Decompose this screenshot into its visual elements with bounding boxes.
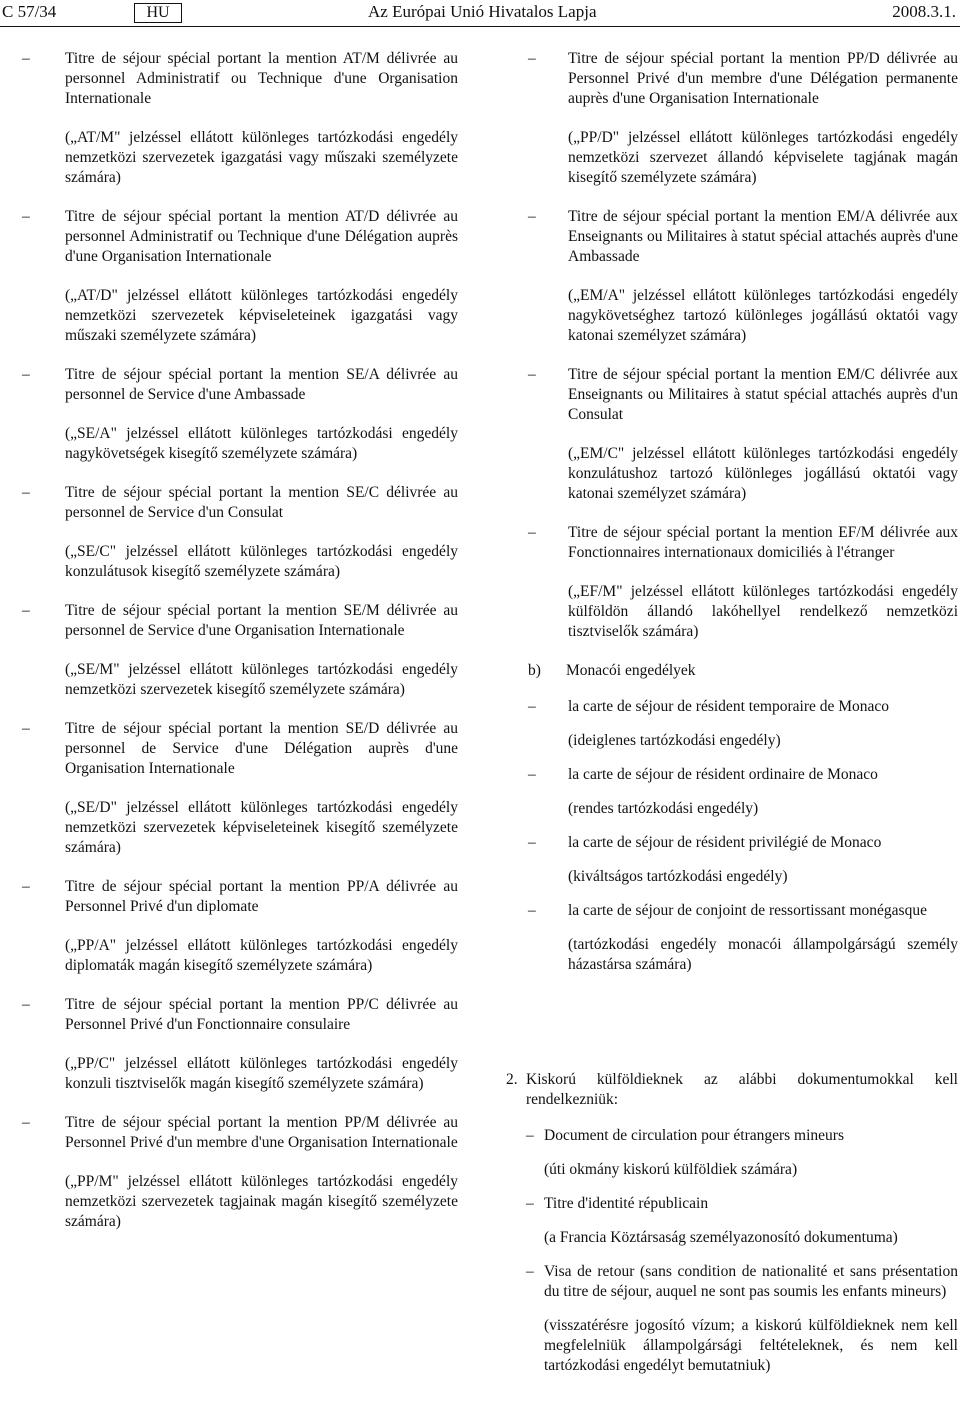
list-item: – Titre de séjour spécial portant la mention PP/A délivrée au Personnel Privé d'un diplomate bbox=[22, 878, 458, 915]
monaco-list bbox=[528, 697, 958, 975]
section-title: Monacói engedélyek bbox=[566, 662, 696, 679]
hungarian-note: (ideiglenes tartózkodási engedély) bbox=[568, 732, 781, 749]
hungarian-note: („PP/A" jelzéssel ellátott különleges tartózkodási engedély diplomaták magán kisegítő személyzete számára) bbox=[65, 937, 458, 974]
header-rule bbox=[0, 26, 960, 27]
list-item: – la carte de séjour de conjoint de ressortissant monégasque bbox=[528, 902, 927, 919]
hungarian-note: („SE/A" jelzéssel ellátott különleges tartózkodási engedély nagykövetségek kisegítő személyzete számára) bbox=[65, 425, 458, 462]
hungarian-note: („PP/D" jelzéssel ellátott különleges tartózkodási engedély nemzetközi szervezet állandó képviselete tagjának magán kisegítő személyzete számára) bbox=[568, 129, 958, 186]
left-column bbox=[22, 49, 458, 1251]
list-item: – Titre de séjour spécial portant la mention PP/C délivrée au Personnel Privé d'un Fonctionnaire consulaire bbox=[22, 996, 458, 1033]
hungarian-note: („AT/M" jelzéssel ellátott különleges tartózkodási engedély nemzetközi szervezetek igazgatási vagy műszaki személyzete számára) bbox=[65, 129, 458, 186]
list-item: – Document de circulation pour étrangers mineurs bbox=[526, 1127, 844, 1144]
list-item: – la carte de séjour de résident ordinaire de Monaco bbox=[528, 766, 878, 783]
hungarian-note: (rendes tartózkodási engedély) bbox=[568, 800, 759, 817]
hungarian-note: (kiváltságos tartózkodási engedély) bbox=[568, 868, 788, 885]
hungarian-note: (úti okmány kiskorú külföldiek számára) bbox=[544, 1161, 798, 1178]
list-item: – Titre de séjour spécial portant la mention SE/C délivrée au personnel de Service d'un Consulat bbox=[22, 484, 458, 521]
hungarian-note: („PP/M" jelzéssel ellátott különleges tartózkodási engedély nemzetközi szervezetek tagjainak magán kisegítő személyzete számára) bbox=[65, 1173, 458, 1230]
list-item: – Titre de séjour spécial portant la mention EM/C délivrée aux Enseignants ou Militaires à statut spécial attachés auprès d'un Consulat bbox=[528, 366, 958, 423]
right-column bbox=[528, 49, 958, 989]
list-item: – Titre de séjour spécial portant la mention EM/A délivrée aux Enseignants ou Militaires à statut spécial attachés auprès d'une Ambassade bbox=[528, 208, 958, 265]
list-item: – Titre d'identité républicain bbox=[526, 1195, 709, 1212]
monaco-section-heading bbox=[528, 661, 958, 681]
issue-date: 2008.3.1. bbox=[892, 2, 956, 21]
hungarian-note: (tartózkodási engedély monacói állampolgárságú személy házastársa számára) bbox=[568, 936, 958, 973]
list-item: – Visa de retour (sans condition de nationalité et sans présentation du titre de séjour, auquel ne sont pas soumis les enfants mineurs) bbox=[526, 1263, 958, 1300]
list-item: – Titre de séjour spécial portant la mention AT/D délivrée au personnel Administratif ou Technique d'une Délégation auprès d'une Organisation Internationale bbox=[22, 208, 458, 265]
point-text: Kiskorú külföldieknek az alábbi dokumentumokkal kell rendelkezniük: bbox=[526, 1071, 958, 1108]
list-item: – Titre de séjour spécial portant la mention SE/D délivrée au personnel de Service d'une Délégation auprès d'une Organisation Internationale bbox=[22, 720, 458, 777]
hungarian-note: („SE/M" jelzéssel ellátott különleges tartózkodási engedély nemzetközi szervezetek kisegítő személyzete számára) bbox=[65, 661, 458, 698]
page-number: C 57/34 bbox=[2, 2, 57, 21]
list-item: – Titre de séjour spécial portant la mention AT/M délivrée au personnel Administratif ou Technique d'une Organisation Internationale bbox=[22, 50, 458, 107]
hungarian-note: („EF/M" jelzéssel ellátott különleges tartózkodási engedély külföldön állandó lakóhellyel rendelkező nemzetközi tisztviselők számára) bbox=[568, 583, 958, 640]
list-item: – Titre de séjour spécial portant la mention SE/M délivrée au personnel de Service d'une Organisation Internationale bbox=[22, 602, 458, 639]
list-item: – la carte de séjour de résident privilégié de Monaco bbox=[528, 834, 882, 851]
point-2-heading bbox=[506, 1070, 958, 1110]
journal-title: Az Európai Unió Hivatalos Lapja bbox=[368, 2, 597, 21]
hungarian-note: („SE/C" jelzéssel ellátott különleges tartózkodási engedély konzulátusok kisegítő személyzete számára) bbox=[65, 543, 458, 580]
list-item: – Titre de séjour spécial portant la mention SE/A délivrée au personnel de Service d'une Ambassade bbox=[22, 366, 458, 403]
hungarian-note: (visszatérésre jogosító vízum; a kiskorú külföldieknek nem kell megfelelniük állampolgársági feltételeknek, és nem kell tartózkodási engedélyt bemutatniuk) bbox=[544, 1317, 958, 1374]
hungarian-note: („AT/D" jelzéssel ellátott különleges tartózkodási engedély nemzetközi szervezetek képviseleteinek igazgatási vagy műszaki személyzete számára) bbox=[65, 287, 458, 344]
point-2-section bbox=[506, 1070, 958, 1390]
list-item: – Titre de séjour spécial portant la mention PP/D délivrée au Personnel Privé d'un membre d'une Délégation permanente auprès d'une Organisation Internationale bbox=[528, 50, 958, 107]
point-number: 2. bbox=[506, 1071, 518, 1088]
hungarian-note: (a Francia Köztársaság személyazonosító dokumentuma) bbox=[544, 1229, 898, 1246]
language-badge: HU bbox=[134, 3, 182, 23]
page-header bbox=[0, 0, 960, 26]
list-item: – Titre de séjour spécial portant la mention PP/M délivrée au Personnel Privé d'un membre d'une Organisation Internationale bbox=[22, 1114, 458, 1151]
hungarian-note: („EM/A" jelzéssel ellátott különleges tartózkodási engedély nagykövetséghez tartozó különleges jogállású oktatói vagy katonai személyzet számára) bbox=[568, 287, 958, 344]
hungarian-note: („EM/C" jelzéssel ellátott különleges tartózkodási engedély konzulátushoz tartozó különleges jogállású oktatói vagy katonai személyzet számára) bbox=[568, 445, 958, 502]
list-item: – la carte de séjour de résident temporaire de Monaco bbox=[528, 698, 890, 715]
section-label: b) bbox=[528, 662, 541, 679]
hungarian-note: („PP/C" jelzéssel ellátott különleges tartózkodási engedély konzuli tisztviselők magán kisegítő személyzete számára) bbox=[65, 1055, 458, 1092]
list-item: – Titre de séjour spécial portant la mention EF/M délivrée aux Fonctionnaires internationaux domiciliés à l'étranger bbox=[528, 524, 958, 561]
point-2-list bbox=[506, 1126, 958, 1376]
hungarian-note: („SE/D" jelzéssel ellátott különleges tartózkodási engedély nemzetközi szervezetek képviseleteinek kisegítő személyzete számára) bbox=[65, 799, 458, 856]
